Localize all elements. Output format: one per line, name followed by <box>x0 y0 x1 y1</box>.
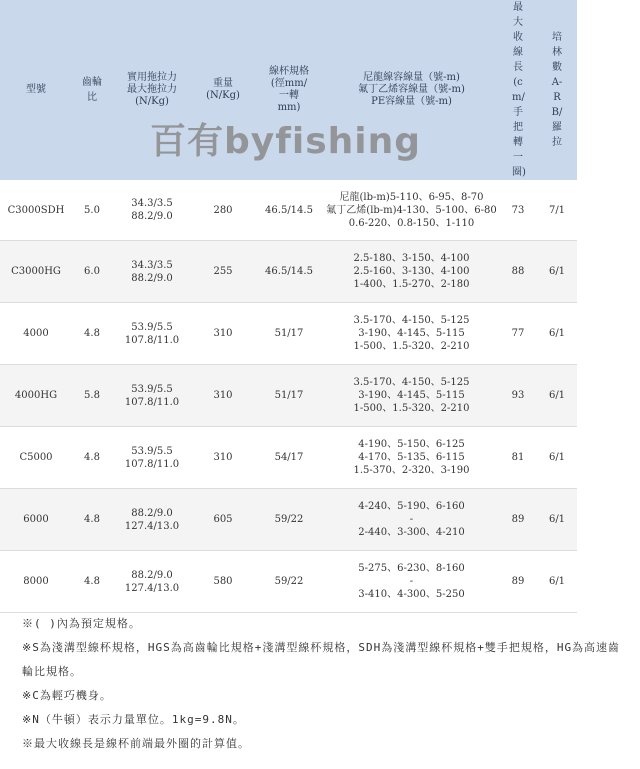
gear-ratio-cell: 6.0 <box>72 241 112 303</box>
bearings-cell: 6/1 <box>537 303 577 365</box>
capacity-line: - <box>409 514 414 525</box>
spool-cell: 59/22 <box>254 551 324 613</box>
line-capacity-cell <box>324 551 499 613</box>
capacity-line: 1.5-370、2-320、3-190 <box>353 465 470 476</box>
line-capacity-cell <box>324 303 499 365</box>
header-drag: 實用拖拉力 最大拖拉力 (N/Kg) <box>112 0 192 180</box>
line-capacity-cell <box>324 427 499 489</box>
table-row <box>0 180 577 241</box>
capacity-line: 尼龍(lb-m)5-110、6-95、8-70 <box>339 191 484 203</box>
gear-ratio-cell: 5.8 <box>72 365 112 427</box>
drag-line: 53.9/5.5 <box>131 321 173 333</box>
table-row <box>0 489 577 551</box>
spool-cell: 46.5/14.5 <box>254 180 324 241</box>
drag-cell <box>112 489 192 551</box>
note-item: ※C為輕巧機身。 <box>22 689 112 702</box>
capacity-line: 1-500、1.5-320、2-210 <box>353 403 470 414</box>
max-retrieve-cell: 81 <box>499 427 537 489</box>
table-row <box>0 365 577 427</box>
drag-line: 88.2/9.0 <box>131 211 173 222</box>
drag-line: 88.2/9.0 <box>131 569 173 581</box>
drag-line: 53.9/5.5 <box>131 383 173 395</box>
capacity-line: 3-190、4-145、5-115 <box>358 328 465 339</box>
header-model: 型號 <box>0 0 72 180</box>
weight-cell: 255 <box>192 241 254 303</box>
drag-line: 127.4/13.0 <box>124 582 180 594</box>
gear-ratio-cell: 4.8 <box>72 427 112 489</box>
capacity-line: 4-240、5-190、6-160 <box>358 501 465 512</box>
weight-cell: 310 <box>192 365 254 427</box>
model-cell: 4000 <box>0 303 72 365</box>
drag-line: 107.8/11.0 <box>124 458 180 470</box>
max-retrieve-cell: 73 <box>499 180 537 241</box>
model-cell: 8000 <box>0 551 72 613</box>
drag-cell <box>112 180 192 241</box>
drag-cell <box>112 303 192 365</box>
header-max-retrieve: 最大收線長(cm/手把轉一圈) <box>499 0 537 180</box>
header-spool: 線杯規格 (徑mm/ 一轉 mm) <box>254 0 324 180</box>
max-retrieve-cell: 89 <box>499 551 537 613</box>
capacity-line: 0.6-220、0.8-150、1-110 <box>348 217 475 229</box>
model-cell: C5000 <box>0 427 72 489</box>
header-line-capacity: 尼龍線容線量（號-m) 氟丁乙烯容線量（號-m) PE容線量（號-m) <box>324 0 499 180</box>
watermark: 百有byfishing <box>150 121 422 162</box>
drag-cell <box>112 241 192 303</box>
weight-cell: 605 <box>192 489 254 551</box>
max-retrieve-cell: 89 <box>499 489 537 551</box>
capacity-line: 2.5-160、3-130、4-100 <box>353 266 470 277</box>
max-retrieve-cell: 77 <box>499 303 537 365</box>
capacity-line: 3-410、4-300、5-250 <box>358 589 465 600</box>
gear-ratio-cell: 4.8 <box>72 551 112 613</box>
header-gear-ratio: 齒輪比 <box>72 0 112 180</box>
weight-cell: 280 <box>192 180 254 241</box>
bearings-cell: 6/1 <box>537 365 577 427</box>
spool-cell: 54/17 <box>254 427 324 489</box>
model-cell: C3000SDH <box>0 180 72 241</box>
drag-line: 53.9/5.5 <box>131 445 173 457</box>
table-row <box>0 551 577 613</box>
model-cell: 6000 <box>0 489 72 551</box>
drag-line: 88.2/9.0 <box>131 507 173 519</box>
capacity-line: 2-440、3-300、4-210 <box>358 527 465 538</box>
capacity-line: 5-275、6-230、8-160 <box>358 563 465 574</box>
drag-line: 107.8/11.0 <box>124 334 180 346</box>
table-row <box>0 427 577 489</box>
drag-line: 127.4/13.0 <box>124 520 180 532</box>
capacity-line: 氟丁乙烯(lb-m)4-130、5-100、6-80 <box>326 204 497 216</box>
note-item: ※S為淺溝型線杯規格，HGS為高齒輪比規格+淺溝型線杯規格，SDH為淺溝型線杯規格+雙手把規格，HG為高速齒輪比規格。 <box>22 641 621 678</box>
capacity-line: 3-190、4-145、5-115 <box>358 390 465 401</box>
gear-ratio-cell: 5.0 <box>72 180 112 241</box>
capacity-line: 2.5-180、3-150、4-100 <box>353 253 470 264</box>
note-item: ※最大收線長是線杯前端最外圈的計算值。 <box>22 737 250 750</box>
drag-cell <box>112 365 192 427</box>
weight-cell: 310 <box>192 427 254 489</box>
model-cell: 4000HG <box>0 365 72 427</box>
capacity-line: 1-400、1.5-270、2-180 <box>353 279 470 290</box>
gear-ratio-cell: 4.8 <box>72 303 112 365</box>
bearings-cell: 6/1 <box>537 427 577 489</box>
capacity-line: 4-170、5-135、6-115 <box>358 452 465 463</box>
note-item: ※( )內為預定規格。 <box>22 617 141 630</box>
table-row <box>0 241 577 303</box>
bearings-cell: 6/1 <box>537 241 577 303</box>
bearings-cell: 7/1 <box>537 180 577 241</box>
line-capacity-cell <box>324 365 499 427</box>
capacity-line: 3.5-170、4-150、5-125 <box>353 377 470 388</box>
weight-cell: 310 <box>192 303 254 365</box>
header-weight: 重量 (N/Kg) <box>192 0 254 180</box>
capacity-line: - <box>409 576 414 587</box>
header-bearings: 培林數A-RB/羅拉 <box>537 0 577 180</box>
capacity-line: 4-190、5-150、6-125 <box>358 439 465 450</box>
bearings-cell: 6/1 <box>537 489 577 551</box>
notes <box>22 612 632 756</box>
table-row <box>0 303 577 365</box>
spool-cell: 51/17 <box>254 365 324 427</box>
gear-ratio-cell: 4.8 <box>72 489 112 551</box>
line-capacity-cell <box>324 180 499 241</box>
spool-cell: 46.5/14.5 <box>254 241 324 303</box>
capacity-line: 1-500、1.5-320、2-210 <box>353 341 470 352</box>
spool-cell: 51/17 <box>254 303 324 365</box>
drag-line: 88.2/9.0 <box>131 272 173 284</box>
drag-line: 107.8/11.0 <box>124 396 180 408</box>
drag-line: 34.3/3.5 <box>131 198 173 209</box>
bearings-cell: 6/1 <box>537 551 577 613</box>
capacity-line: 3.5-170、4-150、5-125 <box>353 315 470 326</box>
weight-cell: 580 <box>192 551 254 613</box>
line-capacity-cell <box>324 489 499 551</box>
line-capacity-cell <box>324 241 499 303</box>
drag-cell <box>112 551 192 613</box>
drag-cell <box>112 427 192 489</box>
drag-line: 34.3/3.5 <box>131 259 173 271</box>
header-row <box>0 0 577 180</box>
max-retrieve-cell: 93 <box>499 365 537 427</box>
max-retrieve-cell: 88 <box>499 241 537 303</box>
model-cell: C3000HG <box>0 241 72 303</box>
note-item: ※N（牛頓）表示力量單位。1kg=9.8N。 <box>22 713 245 726</box>
spool-cell: 59/22 <box>254 489 324 551</box>
